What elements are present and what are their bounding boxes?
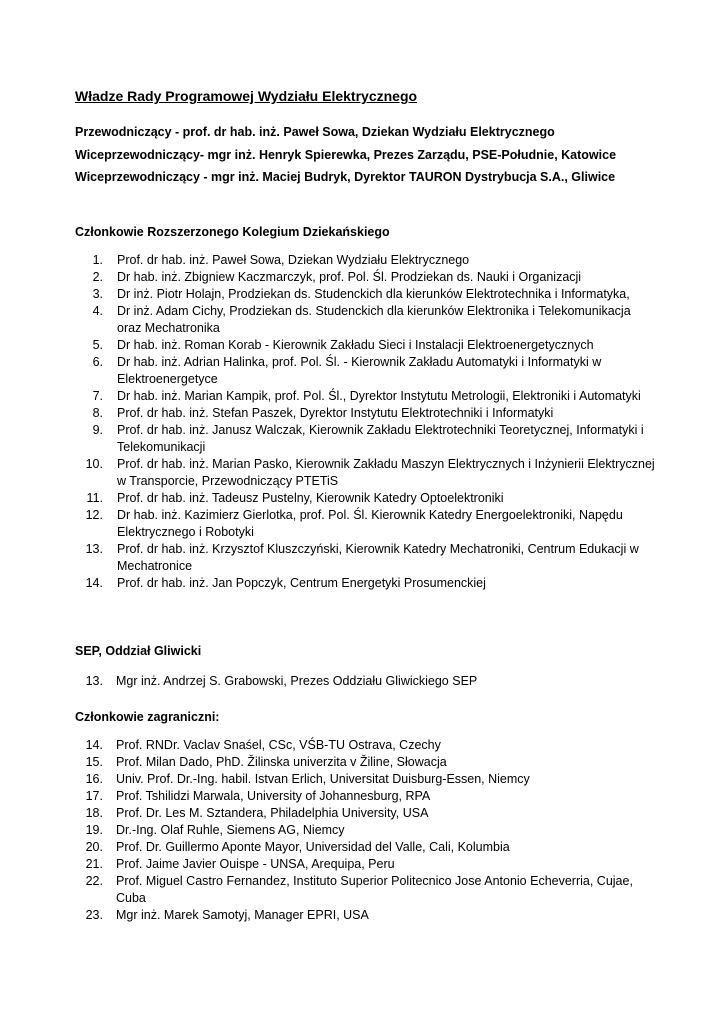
list-item (75, 507, 657, 541)
list-item (75, 856, 656, 873)
list-item (75, 337, 657, 354)
list-item-text: Prof. dr hab. inż. Krzysztof Kluszczyński, Kierownik Katedry Mechatroniki, Centrum Edukacji w Mechatronice (117, 542, 639, 573)
list-item-text: Prof. dr hab. inż. Stefan Paszek, Dyrektor Instytutu Elektrotechniki i Informatyki (117, 406, 554, 420)
list-item-text: Prof. dr hab. inż. Janusz Walczak, Kierownik Zakładu Elektrotechniki Teoretycznej, Informatyki i Telekomunikacji (117, 423, 644, 454)
list-item (75, 252, 657, 269)
list-item (75, 303, 657, 337)
list-item (75, 541, 657, 575)
list-item-text: Univ. Prof. Dr.-Ing. habil. Istvan Erlich, Universitat Duisburg-Essen, Niemcy (116, 772, 530, 786)
list-item-number: 20. (85, 840, 103, 854)
list-item (75, 286, 657, 303)
list-item-text: Prof. Milan Dado, PhD. Žilinska univerzita v Žiline, Słowacja (116, 755, 447, 769)
list-item-number: 13. (85, 674, 103, 688)
leader-vice-chairman-2: Wiceprzewodniczący - mgr inż. Maciej Budryk, Dyrektor TAURON Dystrybucja S.A., Gliwice (75, 170, 616, 184)
list-item (75, 771, 656, 788)
list-item-text: Prof. Miguel Castro Fernandez, Instituto Superior Politecnico Jose Antonio Echeverria, Cujae, Cuba (116, 874, 633, 905)
foreign-members-list (75, 737, 656, 924)
dean-college-list (75, 252, 657, 592)
list-item (75, 405, 657, 422)
list-item-number: 9. (92, 423, 103, 437)
list-item-text: Prof. Dr. Les M. Sztandera, Philadelphia University, USA (116, 806, 429, 820)
list-item-text: Prof. RNDr. Vaclav Snaśel, CSc, VŚB-TU Ostrava, Czechy (116, 738, 441, 752)
list-item-text: Dr inż. Adam Cichy, Prodziekan ds. Studenckich dla kierunków Elektronika i Telekomunikacja oraz Mechatronika (117, 304, 631, 335)
section-heading-dean-college: Członkowie Rozszerzonego Kolegium Dziekańskiego (75, 225, 390, 239)
list-item-number: 18. (85, 806, 103, 820)
list-item-number: 19. (85, 823, 103, 837)
list-item (75, 873, 656, 907)
list-item-number: 23. (85, 908, 103, 922)
list-item-text: Prof. dr hab. inż. Tadeusz Pustelny, Kierownik Katedry Optoelektroniki (117, 491, 504, 505)
list-item (75, 575, 657, 592)
list-item-number: 11. (86, 491, 103, 505)
list-item-text: Prof. Jaime Javier Ouispe - UNSA, Arequipa, Peru (116, 857, 395, 871)
list-item-text: Prof. dr hab. inż. Marian Pasko, Kierownik Zakładu Maszyn Elektrycznych i Inżynierii Elektrycznej w Transporcie, Przewodniczący PTETiS (117, 457, 655, 488)
list-item-text: Prof. Tshilidzi Marwala, University of Johannesburg, RPA (116, 789, 431, 803)
section-heading-foreign: Członkowie zagraniczni: (75, 710, 220, 724)
section-heading-sep: SEP, Oddział Gliwicki (75, 644, 202, 658)
list-item-number: 14. (85, 738, 103, 752)
list-item-number: 2. (92, 270, 103, 284)
list-item-text: Dr hab. inż. Marian Kampik, prof. Pol. Śl., Dyrektor Instytutu Metrologii, Elektroniki i Automatyki (117, 389, 641, 403)
list-item (75, 805, 656, 822)
list-item-number: 3. (92, 287, 103, 301)
list-item (75, 269, 657, 286)
list-item (75, 754, 656, 771)
list-item (75, 354, 657, 388)
page-title: Władze Rady Programowej Wydziału Elektrycznego (75, 88, 418, 104)
list-item-number: 15. (85, 755, 103, 769)
list-item-number: 6. (92, 355, 103, 369)
list-item-number: 13. (85, 542, 103, 556)
list-item (75, 490, 657, 507)
list-item-text: Prof. Dr. Guillermo Aponte Mayor, Universidad del Valle, Cali, Kolumbia (116, 840, 510, 854)
list-item-number: 14. (85, 576, 103, 590)
leader-vice-chairman-1: Wiceprzewodniczący- mgr inż. Henryk Spierewka, Prezes Zarządu, PSE-Południe, Katowice (75, 148, 617, 162)
list-item-number: 5. (92, 338, 103, 352)
sep-list (75, 673, 656, 690)
list-item-text: Mgr inż. Andrzej S. Grabowski, Prezes Oddziału Gliwickiego SEP (116, 674, 478, 688)
list-item-number: 21. (85, 857, 103, 871)
list-item (75, 422, 657, 456)
list-item (75, 456, 657, 490)
list-item-text: Dr inż. Piotr Holajn, Prodziekan ds. Studenckich dla kierunków Elektrotechnika i Informatyka, (117, 287, 630, 301)
list-item-number: 16. (85, 772, 103, 786)
list-item-number: 8. (92, 406, 103, 420)
list-item-text: Dr hab. inż. Kazimierz Gierlotka, prof. Pol. Śl. Kierownik Katedry Energoelektroniki, Napędu Elektrycznego i Robotyki (117, 508, 623, 539)
list-item-number: 12. (85, 508, 103, 522)
list-item (75, 388, 657, 405)
list-item-text: Dr hab. inż. Adrian Halinka, prof. Pol. Śl. - Kierownik Zakładu Automatyki i Informatyki w Elektroenergetyce (117, 355, 602, 386)
list-item-text: Prof. dr hab. inż. Paweł Sowa, Dziekan Wydziału Elektrycznego (117, 253, 470, 267)
list-item-number: 1. (92, 253, 103, 267)
list-item-text: Prof. dr hab. inż. Jan Popczyk, Centrum Energetyki Prosumenckiej (117, 576, 486, 590)
list-item (75, 839, 656, 856)
list-item-text: Dr hab. inż. Roman Korab - Kierownik Zakładu Sieci i Instalacji Elektroenergetycznych (117, 338, 594, 352)
list-item-number: 4. (92, 304, 103, 318)
list-item-number: 22. (85, 874, 103, 888)
list-item (75, 673, 656, 690)
list-item-text: Mgr inż. Marek Samotyj, Manager EPRI, USA (116, 908, 369, 922)
list-item-number: 10. (85, 457, 103, 471)
list-item-text: Dr hab. inż. Zbigniew Kaczmarczyk, prof. Pol. Śl. Prodziekan ds. Nauki i Organizacji (117, 270, 582, 284)
list-item-number: 7. (92, 389, 103, 403)
list-item-text: Dr.-Ing. Olaf Ruhle, Siemens AG, Niemcy (116, 823, 345, 837)
list-item (75, 822, 656, 839)
list-item (75, 737, 656, 754)
leader-chairman: Przewodniczący - prof. dr hab. inż. Paweł Sowa, Dziekan Wydziału Elektrycznego (75, 125, 555, 139)
list-item-number: 17. (85, 789, 103, 803)
list-item (75, 788, 656, 805)
list-item (75, 907, 656, 924)
